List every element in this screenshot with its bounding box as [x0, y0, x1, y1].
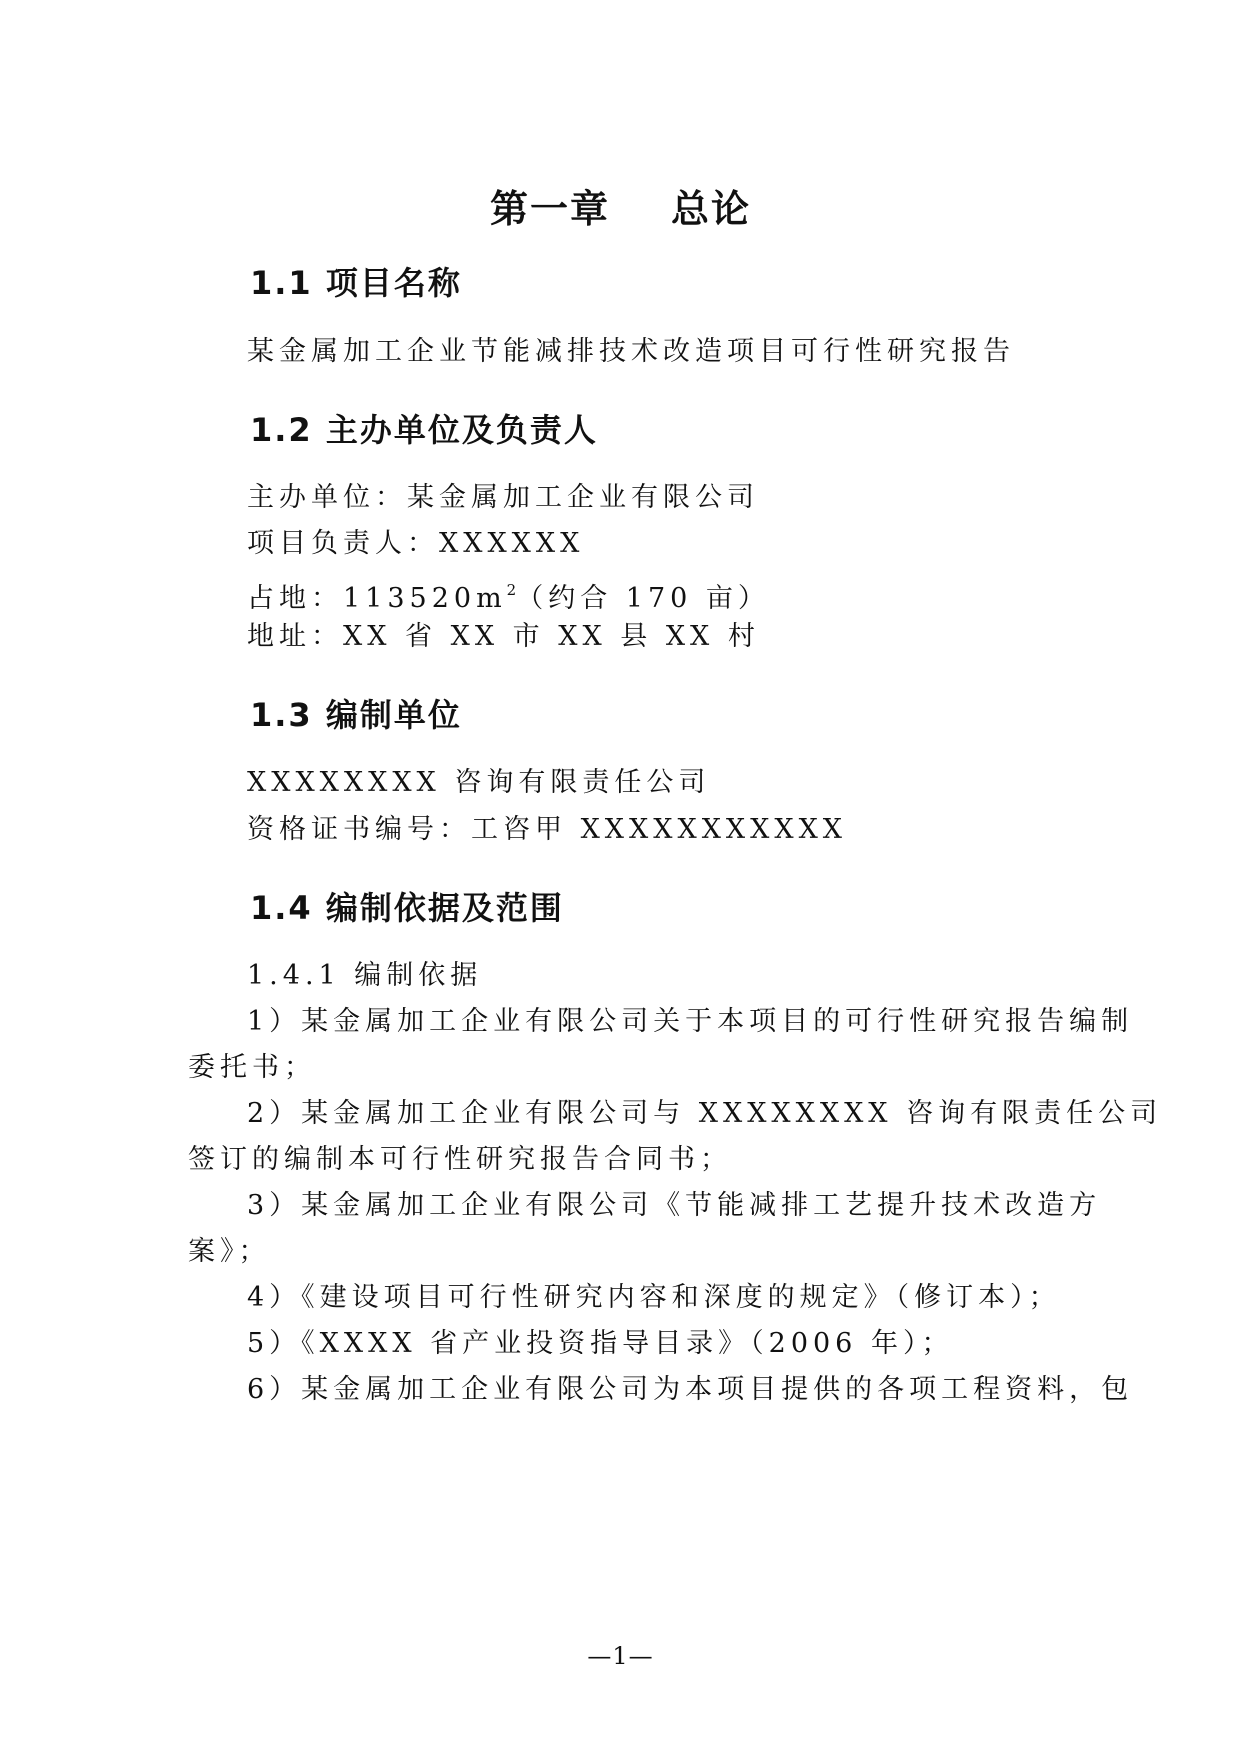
page-number: —1— [587, 1642, 654, 1670]
basis-item-1-line1: 1）某金属加工企业有限公司关于本项目的可行性研究报告编制 [247, 1006, 1134, 1037]
project-name-text: 某金属加工企业节能减排技术改造项目可行性研究报告 [247, 336, 1015, 367]
basis-item-4: 4）《建设项目可行性研究内容和深度的规定》（修订本）； [247, 1282, 1061, 1313]
basis-item-2-line1: 2）某金属加工企业有限公司与 XXXXXXXX 咨询有限责任公司 [247, 1098, 1163, 1129]
certificate-number-text: 资格证书编号：工咨甲 XXXXXXXXXXX [247, 814, 848, 845]
basis-item-3-line1: 3）某金属加工企业有限公司《节能减排工艺提升技术改造方 [247, 1190, 1102, 1221]
basis-item-5: 5）《XXXX 省产业投资指导目录》（2006 年）； [247, 1328, 954, 1359]
subsection-heading-1-4-1: 1.4.1 编制依据 [247, 960, 483, 991]
land-area-text [247, 570, 770, 619]
chapter-title: 第一章 总论 [490, 187, 751, 231]
section-heading-1-3: 1.3 编制单位 [250, 696, 462, 734]
organizer-text: 主办单位：某金属加工企业有限公司 [247, 482, 759, 513]
land-area-suffix: （约合 170 亩） [516, 583, 770, 614]
land-area-prefix: 占地：113520m [247, 583, 507, 614]
land-area-superscript: 2 [506, 581, 517, 599]
section-heading-1-1: 1.1 项目名称 [250, 264, 462, 302]
section-heading-1-4: 1.4 编制依据及范围 [250, 889, 564, 927]
basis-item-3-line2: 案》； [188, 1236, 271, 1267]
compiling-unit-text: XXXXXXXX 咨询有限责任公司 [247, 767, 711, 798]
basis-item-6-line1: 6）某金属加工企业有限公司为本项目提供的各项工程资料，包 [247, 1374, 1134, 1405]
project-leader-text: 项目负责人：XXXXXX [247, 528, 585, 559]
address-text: 地址：XX 省 XX 市 XX 县 XX 村 [247, 621, 760, 652]
section-heading-1-2: 1.2 主办单位及负责人 [250, 411, 598, 449]
basis-item-2-line2: 签订的编制本可行性研究报告合同书； [188, 1144, 732, 1175]
basis-item-1-line2: 委托书； [188, 1052, 316, 1083]
